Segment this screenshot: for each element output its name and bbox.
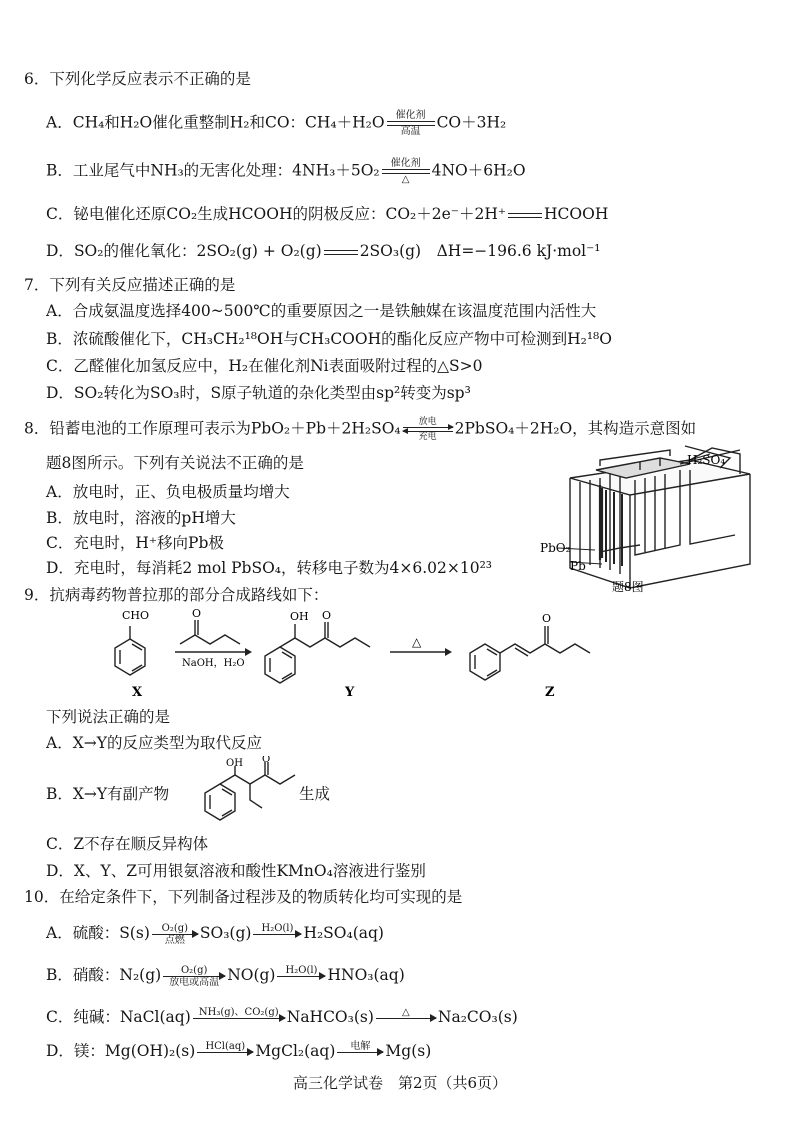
q6-b-label: B．: [46, 161, 73, 180]
q6-option-b: [46, 158, 526, 185]
q10-option-d: [46, 1040, 431, 1064]
q6-b-tail: 4NO＋6H₂O: [431, 161, 526, 180]
lead-acid-battery-figure: [540, 440, 770, 600]
q9-b-oh: OH: [226, 758, 243, 769]
q10-d-arrow2: [337, 1041, 383, 1064]
q9-x-label: X: [132, 685, 143, 700]
q8-stem-line1: [24, 417, 696, 442]
q10-a-arrow1: [152, 923, 198, 946]
q6-b-cond-bottom: △: [401, 174, 410, 185]
q10-a-c2t: H₂O(l): [261, 922, 294, 934]
q10-d-pre: D．镁：Mg(OH)₂(s): [46, 1042, 196, 1060]
q6-a-cond-top: 催化剂: [395, 110, 426, 121]
q10-b-mid: NO(g): [227, 966, 276, 984]
q10-option-a: [46, 922, 384, 946]
q6-d-label: D．: [46, 242, 74, 260]
q6-a-text: A．: [46, 113, 73, 132]
q10-a-mid: SO₃(g): [199, 924, 252, 942]
q9-stem: 9．抗病毒药物普拉那的部分合成路线如下：: [24, 586, 329, 604]
q10-c-mid: NaHCO₃(s): [286, 1008, 374, 1026]
q10-d-end: Mg(s): [385, 1042, 432, 1060]
q10-c-c1t: NH₃(g)、CO₂(g): [198, 1006, 279, 1018]
q10-option-b: [46, 964, 405, 988]
q10-b-arrow1: [163, 965, 225, 988]
q7-option-b: B．浓硫酸催化下，CH₃CH₂¹⁸OH与CH₃COOH的酯化反应产物中可检测到H₂¹⁸O: [46, 330, 612, 348]
q6-b-body: 工业尾气中NH₃的无害化处理：4NH₃＋5O₂: [72, 161, 380, 180]
q6-c-body: 铋电催化还原CO₂生成HCOOH的阴极反应：CO₂＋2e⁻＋2H⁺: [73, 205, 507, 223]
q8-cond-top: 放电: [418, 417, 437, 427]
q8-stem-b: 2PbSO₄＋2H₂O，其构造示意图如: [454, 419, 697, 438]
q9-b-pre: B．X→Y有副产物: [46, 785, 170, 803]
q6-a-condition: [387, 110, 435, 137]
q7-stem: 7．下列有关反应描述正确的是: [24, 276, 236, 294]
fig-h2so4-label: H₂SO₄: [687, 453, 726, 467]
q10-c-c2t: △: [402, 1006, 410, 1018]
q7-option-c: C．乙醛催化加氢反应中，H₂在催化剂Ni表面吸附过程的△S>0: [46, 357, 483, 375]
q10-b-c1b: 放电或高温: [169, 976, 220, 988]
q10-c-arrow1: [193, 1007, 285, 1030]
q6-option-d: [46, 240, 601, 262]
q6-a-cond-bottom: 高温: [400, 126, 421, 137]
q9-b-post: 生成: [299, 785, 331, 803]
fig-pbo2-label: PbO₂: [540, 541, 571, 555]
q8-cond-bottom: 充电: [418, 432, 437, 442]
q10-a-c1t: O₂(g): [161, 922, 189, 934]
q6-c-label: C．: [46, 205, 74, 223]
q9-b-o: O: [262, 756, 271, 765]
q10-a-pre: A．硫酸：S(s): [46, 924, 150, 942]
q10-b-pre: B．硝酸：N₂(g): [46, 966, 162, 984]
q9-option-d: D．X、Y、Z可用银氨溶液和酸性KMnO₄溶液进行鉴别: [46, 862, 426, 880]
q10-option-c: [46, 1006, 518, 1030]
q9-synthesis-route: [100, 604, 660, 704]
q9-y-label: Y: [345, 685, 355, 700]
q9-cho-label: CHO: [122, 609, 150, 622]
q9-z-label: Z: [545, 685, 555, 700]
fig-pb-label: Pb: [570, 559, 586, 573]
q8-option-d: D．充电时，每消耗2 mol PbSO₄，转移电子数为4×6.02×10²³: [46, 559, 493, 577]
q9-reagent-o: O: [192, 607, 202, 620]
q6-d-equals: [324, 250, 358, 255]
q9-y-o: O: [322, 609, 332, 622]
q9-substem: 下列说法正确的是: [46, 708, 171, 726]
page-footer: 高三化学试卷 第2页（共6页）: [292, 1074, 508, 1092]
q6-d-tail: 2SO₃(g) ΔH=−196.6 kJ·mol⁻¹: [359, 242, 601, 260]
q6-a-tail: CO＋3H₂: [436, 113, 507, 132]
q8-option-c: C．充电时，H⁺移向Pb极: [46, 534, 224, 552]
q9-heat: △: [412, 635, 422, 649]
fig-caption: 题8图: [612, 580, 644, 594]
q8-option-b: B．放电时，溶液的pH增大: [46, 509, 236, 527]
q8-option-a: A．放电时，正、负电极质量均增大: [46, 483, 290, 501]
q8-stem-a: 8．铅蓄电池的工作原理可表示为PbO₂＋Pb＋2H₂SO₄: [24, 419, 401, 438]
q6-a-body: CH₄和H₂O催化重整制H₂和CO：CH₄＋H₂O: [72, 113, 385, 132]
q6-d-body: SO₂的催化氧化：2SO₂(g) + O₂(g): [73, 242, 322, 260]
q10-a-c1b: 点燃: [164, 934, 185, 946]
q10-c-arrow2: [376, 1007, 436, 1030]
q10-b-c1t: O₂(g): [180, 964, 208, 976]
q10-stem: 10．在给定条件下，下列制备过程涉及的物质转化均可实现的是: [24, 888, 463, 906]
q10-c-pre: C．纯碱：NaCl(aq): [46, 1008, 191, 1026]
q9-y-oh: OH: [290, 610, 309, 623]
q10-b-arrow2: [277, 965, 325, 988]
q9-option-c: C．Z不存在顺反异构体: [46, 835, 209, 853]
q6-c-equals: [508, 213, 542, 218]
q8-stem-line2: 题8图所示。下列有关说法不正确的是: [46, 454, 304, 472]
q10-c-end: Na₂CO₃(s): [437, 1008, 518, 1026]
q9-option-a: A．X→Y的反应类型为取代反应: [46, 734, 262, 752]
q6-option-c: [46, 203, 608, 225]
q10-d-c1t: HCl(aq): [205, 1040, 246, 1052]
q8-reversible-arrow: [403, 417, 453, 442]
q10-a-arrow2: [253, 923, 301, 946]
q9-reagent-conditions: NaOH，H₂O: [182, 658, 245, 669]
q6-option-a: [46, 110, 506, 137]
q9-z-o: O: [542, 612, 552, 625]
q10-b-c2t: H₂O(l): [285, 964, 318, 976]
q6-stem: 6．下列化学反应表示不正确的是: [24, 70, 251, 88]
q6-b-cond-top: 催化剂: [390, 158, 421, 169]
q10-d-c2t: 电解: [350, 1040, 371, 1052]
q6-c-tail: HCOOH: [544, 205, 609, 223]
q10-d-mid: MgCl₂(aq): [255, 1042, 336, 1060]
q10-a-end: H₂SO₄(aq): [303, 924, 384, 942]
q9-byproduct-structure: [190, 756, 315, 826]
q10-d-arrow1: [197, 1041, 253, 1064]
q7-option-a: A．合成氨温度选择400~500℃的重要原因之一是铁触媒在该温度范围内活性大: [46, 302, 597, 320]
q10-b-end: HNO₃(aq): [327, 966, 405, 984]
q7-option-d: D．SO₂转化为SO₃时，S原子轨道的杂化类型由sp²转变为sp³: [46, 384, 471, 402]
q6-b-condition: [382, 158, 430, 185]
